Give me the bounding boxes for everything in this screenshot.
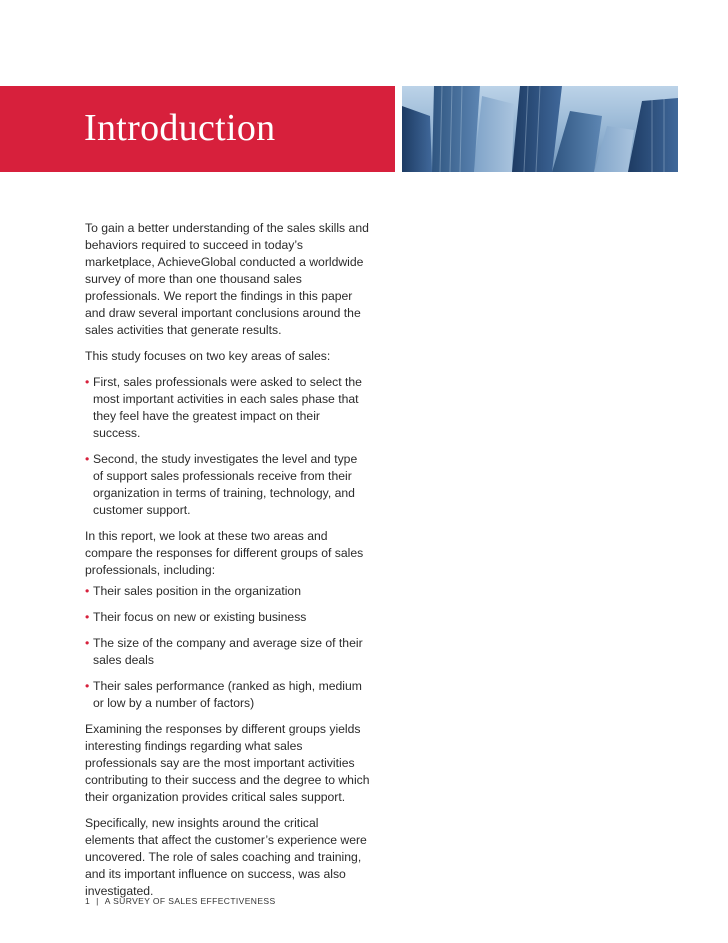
page-title: Introduction — [84, 107, 276, 149]
list-item: • The size of the company and average size of their sales deals — [85, 636, 363, 667]
article-body — [85, 220, 370, 909]
list-item: • Their sales position in the organization — [85, 584, 301, 598]
bullet-icon: • — [85, 452, 90, 466]
groups-list — [85, 583, 370, 712]
list-item: • Their sales performance (ranked as high, medium or low by a number of factors) — [85, 679, 362, 710]
skyscraper-illustration — [402, 86, 678, 172]
bullet-icon: • — [85, 375, 90, 389]
focus-lead-in: This study focuses on two key areas of sales: — [85, 349, 331, 363]
intro-paragraph: To gain a better understanding of the sales skills and behaviors required to succeed in today’s marketplace, AchieveGlobal conducted a worldwide survey of more than one thousand sales professionals. We report the findings in this paper and draw several important conclusions around the sales activities that generate results. — [85, 221, 369, 337]
focus-areas-list — [85, 374, 370, 519]
list-item: • Their focus on new or existing business — [85, 610, 307, 624]
findings-paragraph: Examining the responses by different groups yields interesting findings regarding what sales professionals say are the most important activities contributing to their success and the degree to which their organization provides critical sales support. — [85, 722, 370, 804]
insights-paragraph: Specifically, new insights around the critical elements that affect the customer’s experience were uncovered. The role of sales coaching and training, and its important influence on success, was also investigated. — [85, 816, 367, 898]
compare-paragraph: In this report, we look at these two areas and compare the responses for different groups of sales professionals, including: — [85, 529, 364, 577]
bullet-icon: • — [85, 636, 90, 650]
footer-separator: | — [96, 896, 99, 906]
bullet-icon: • — [85, 679, 90, 693]
list-item: • First, sales professionals were asked to select the most important activities in each sales phase that they feel have the greatest impact on their success. — [85, 375, 362, 440]
footer-doc-title: A SURVEY OF SALES EFFECTIVENESS — [104, 896, 276, 906]
page-number: 1 — [85, 896, 91, 906]
title-banner — [0, 86, 395, 172]
page-footer — [85, 896, 276, 906]
bullet-icon: • — [85, 584, 90, 598]
skyscraper-photo — [402, 86, 678, 172]
bullet-icon: • — [85, 610, 90, 624]
list-item: • Second, the study investigates the level and type of support sales professionals receive from their organization in terms of training, technology, and customer support. — [85, 452, 358, 517]
